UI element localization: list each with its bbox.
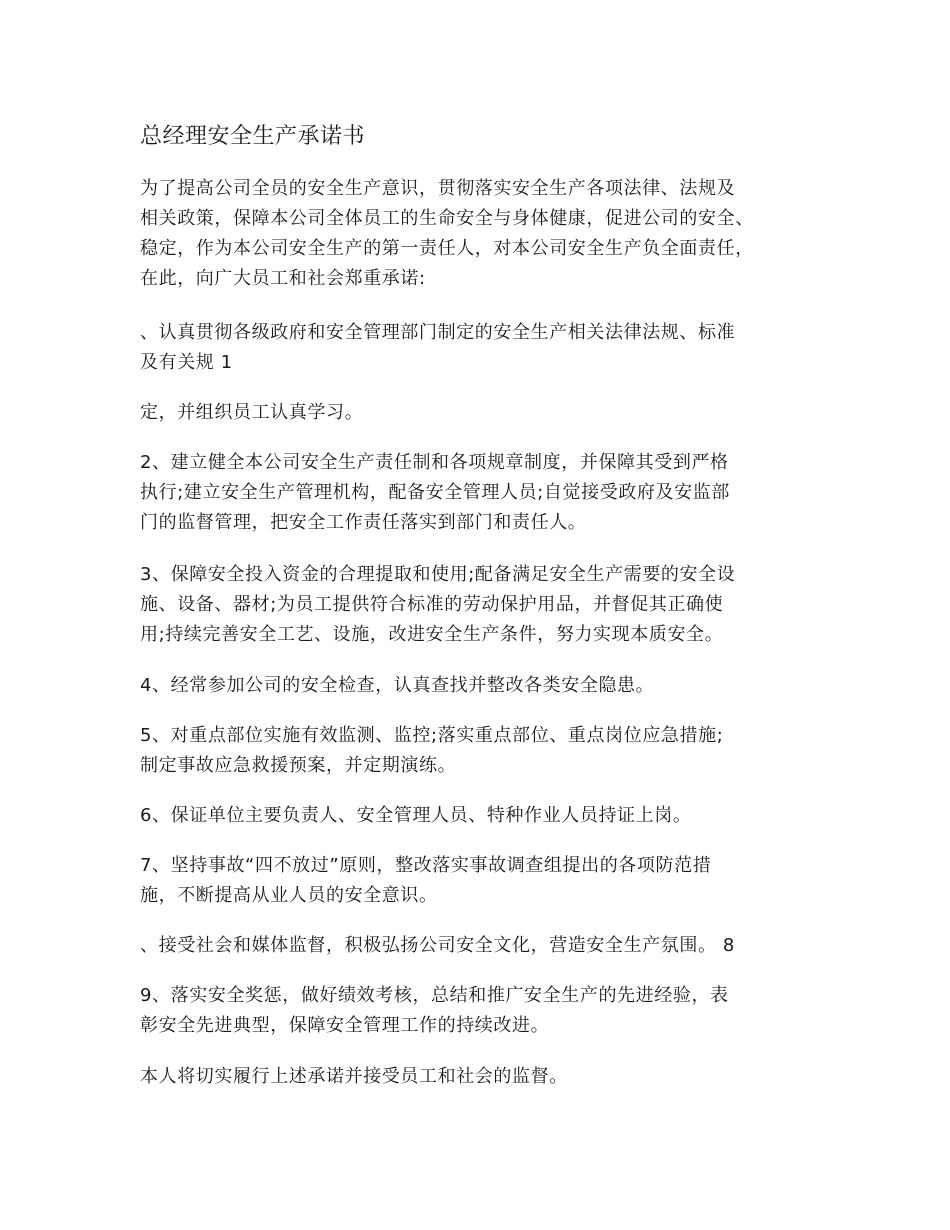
item-1-line: 、认真贯彻各级政府和安全管理部门制定的安全生产相关法律法规、标准 [140, 322, 736, 343]
item-3-line: 3、保障安全投入资金的合理提取和使用;配备满足安全生产需要的安全设 [140, 564, 736, 585]
item-9-line: 彰安全先进典型，保障安全管理工作的持续改进。 [140, 1015, 550, 1036]
item-5-line: 制定事故应急救援预案，并定期演练。 [140, 755, 457, 776]
intro-line: 为了提高公司全员的安全生产意识，贯彻落实安全生产各项法律、法规及 [140, 178, 736, 199]
item-9-line: 9、落实安全奖惩，做好绩效考核，总结和推广安全生产的先进经验，表 [140, 985, 729, 1006]
item-7-line: 施，不断提高从业人员的安全意识。 [140, 885, 438, 906]
item-5-line: 5、对重点部位实施有效监测、监控;落实重点部位、重点岗位应急措施; [140, 725, 724, 746]
item-6-line: 6、保证单位主要负责人、安全管理人员、特种作业人员持证上岗。 [140, 805, 692, 826]
item-1-line: 及有关规 1 [140, 352, 233, 373]
intro-line: 在此，向广大员工和社会郑重承诺: [140, 268, 426, 289]
item-2-line: 执行;建立安全生产管理机构，配备安全管理人员;自觉接受政府及安监部 [140, 482, 730, 503]
item-1-continuation: 定，并组织员工认真学习。 [140, 402, 364, 423]
page-title: 总经理安全生产承诺书 [140, 124, 366, 149]
item-4-line: 4、经常参加公司的安全检查，认真查找并整改各类安全隐患。 [140, 675, 655, 696]
item-2-line: 门的监督管理，把安全工作责任落实到部门和责任人。 [140, 512, 587, 533]
item-3-line: 施、设备、器材;为员工提供符合标准的劳动保护用品，并督促其正确使 [140, 594, 724, 615]
item-3-line: 用;持续完善安全工艺、设施，改进安全生产条件，努力实现本质安全。 [140, 624, 724, 645]
item-2-line: 2、建立健全本公司安全生产责任制和各项规章制度，并保障其受到严格 [140, 452, 729, 473]
closing-statement: 本人将切实履行上述承诺并接受员工和社会的监督。 [140, 1066, 568, 1087]
intro-line: 相关政策，保障本公司全体员工的生命安全与身体健康，促进公司的安全、 [140, 208, 754, 229]
item-7-line: 7、坚持事故“四不放过”原则，整改落实事故调查组提出的各项防范措 [140, 855, 712, 876]
intro-line: 稳定，作为本公司安全生产的第一责任人，对本公司安全生产负全面责任， [140, 238, 754, 259]
item-8-line: 、接受社会和媒体监督，积极弘扬公司安全文化，营造安全生产氛围。 8 [140, 935, 735, 956]
